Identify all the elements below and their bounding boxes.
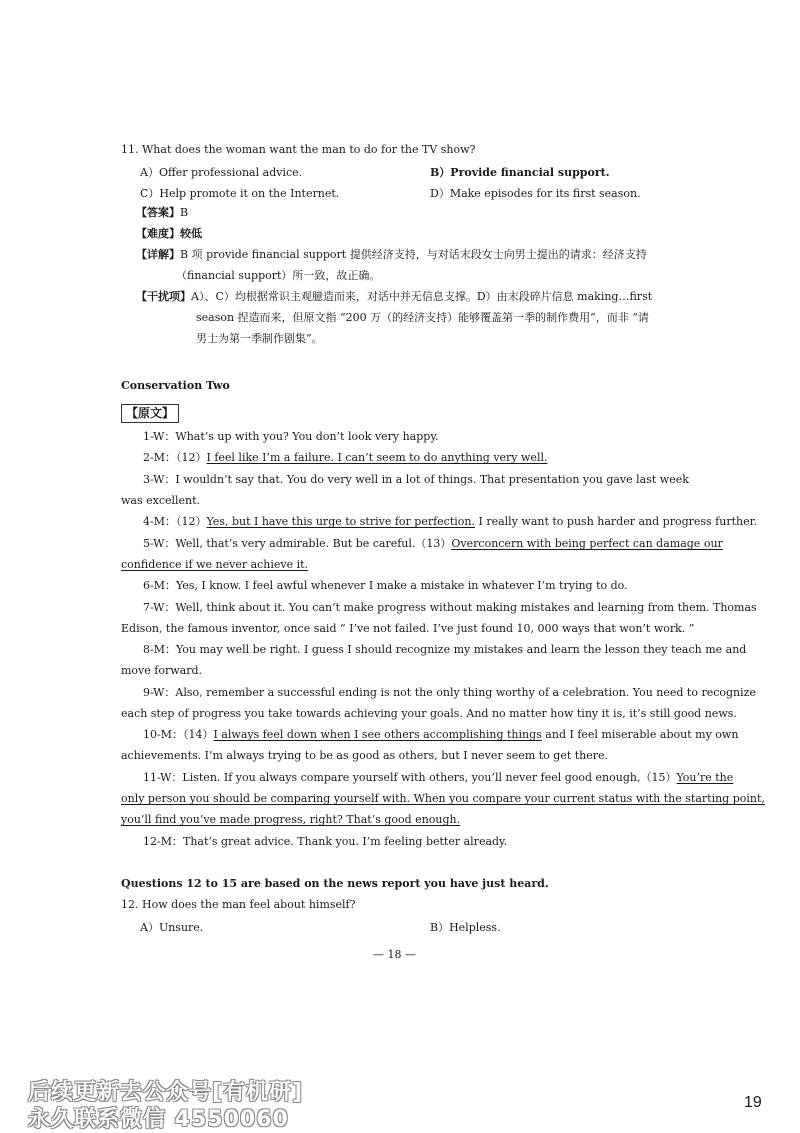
underlined-answer-13a: Overconcern with being perfect can damage our — [451, 537, 723, 550]
transcript-line-5a: 5-W：Well, that’s very admirable. But be careful.（13）Overconcern with being perfect can damage our — [143, 537, 723, 550]
question-11-stem: 11. What does the woman want the man to do for the TV show? — [121, 143, 476, 156]
underlined-answer-15c: you’ll find you’ve made progress, right? That’s good enough. — [121, 813, 461, 826]
transcript-line-4: 4-M：（12）Yes, but I have this urge to strive for perfection. I really want to push harder and progress further. — [143, 515, 758, 528]
underlined-answer-15b: only person you should be comparing yourself with. When you compare your current status with the starting point, — [121, 792, 765, 805]
detail-tag: 【详解】 — [136, 248, 180, 261]
detail-line-1: 【详解】B 项 provide financial support 提供经济支持，与对话末段女士向男士提出的请求：经济支持 — [136, 248, 647, 261]
section-title: Conservation Two — [121, 379, 230, 392]
distractor-line-3: 男士为第一季制作剧集”。 — [196, 332, 323, 345]
transcript-line-9a: 9-W：Also, remember a successful ending is not the only thing worthy of a celebration. You need to recognize — [143, 686, 756, 699]
transcript-line-6: 6-M：Yes, I know. I feel awful whenever I make a mistake in whatever I’m trying to do. — [143, 579, 628, 592]
distractor-line-2: season 捏造而来，但原文指 “200 万（的经济支持）能够覆盖第一季的制作费用”，而非 “请 — [196, 311, 649, 324]
transcript-line-10a: 10-M：（14）I always feel down when I see others accomplishing things and I feel miserable about my own — [143, 728, 739, 741]
transcript-line-7b: Edison, the famous inventor, once said “ I’ve not failed. I’ve just found 10, 000 ways that won’t work. ” — [121, 622, 695, 635]
question-11-option-a: A）Offer professional advice. — [140, 166, 303, 179]
transcript-line-5b — [121, 558, 308, 572]
underlined-answer-12a: I feel like I’m a failure. I can’t seem to do anything very well. — [206, 451, 548, 464]
answer-row — [136, 206, 188, 220]
difficulty-tag: 【难度】 — [136, 227, 180, 240]
question-12-option-a: A）Unsure. — [140, 921, 204, 934]
transcript-line-10b: achievements. I’m always trying to be as good as others, but I never seem to get there. — [121, 749, 609, 762]
transcript-line-11b — [121, 792, 765, 806]
watermark-line-2: 永久联系微信 4550060 — [28, 1107, 289, 1132]
original-text-label: 【原文】 — [121, 402, 179, 423]
question-12-option-b: B）Helpless. — [430, 921, 501, 934]
transcript-line-11a: 11-W：Listen. If you always compare yourself with others, you’ll never feel good enough,（15）You’re the — [143, 771, 734, 784]
underlined-answer-15a: You’re the — [676, 771, 734, 784]
transcript-line-7a: 7-W：Well, think about it. You can’t make progress without making mistakes and learning from them. Thomas — [143, 601, 757, 614]
transcript-line-2: 2-M：（12）I feel like I’m a failure. I can’t seem to do anything very well. — [143, 451, 548, 464]
transcript-line-1: 1-W：What’s up with you? You don’t look very happy. — [143, 430, 439, 443]
underlined-answer-14: I always feel down when I see others accomplishing things — [213, 728, 542, 741]
questions-heading: Questions 12 to 15 are based on the news report you have just heard. — [121, 877, 549, 890]
question-11-option-c: C）Help promote it on the Internet. — [140, 187, 340, 200]
underlined-answer-12b: Yes, but I have this urge to strive for perfection. — [206, 515, 475, 528]
underlined-answer-13b: confidence if we never achieve it. — [121, 558, 309, 571]
answer-tag: 【答案】 — [136, 206, 180, 219]
transcript-line-8b: move forward. — [121, 664, 202, 677]
distractor-tag: 【干扰项】 — [136, 290, 191, 303]
difficulty-row — [136, 227, 202, 241]
transcript-line-9b: each step of progress you take towards achieving your goals. And no matter how tiny it is, it’s still good news. — [121, 707, 737, 720]
page-label: — 18 — — [373, 948, 416, 961]
watermark-line-1: 后续更新去公众号[有机研] — [28, 1080, 304, 1105]
question-11-option-d: D）Make episodes for its first season. — [430, 187, 641, 200]
question-11-option-b: B）Provide financial support. — [430, 166, 610, 179]
transcript-line-11c — [121, 813, 460, 827]
difficulty-value: 较低 — [180, 227, 202, 240]
transcript-line-3a: 3-W：I wouldn’t say that. You do very well in a lot of things. That presentation you gave last week — [143, 473, 689, 486]
transcript-line-8a: 8-M：You may well be right. I guess I should recognize my mistakes and learn the lesson they teach me and — [143, 643, 747, 656]
transcript-line-12: 12-M：That’s great advice. Thank you. I’m feeling better already. — [143, 835, 508, 848]
answer-value: B — [180, 206, 189, 219]
detail-line-2: （financial support）所一致，故正确。 — [176, 269, 381, 282]
question-12-stem: 12. How does the man feel about himself? — [121, 898, 356, 911]
distractor-line-1: 【干扰项】A）、C）均根据常识主观臆造而来，对话中并无信息支撑。D）由末段碎片信息 making…first — [136, 290, 653, 303]
page-number: 19 — [744, 1094, 762, 1111]
transcript-line-3b: was excellent. — [121, 494, 201, 507]
